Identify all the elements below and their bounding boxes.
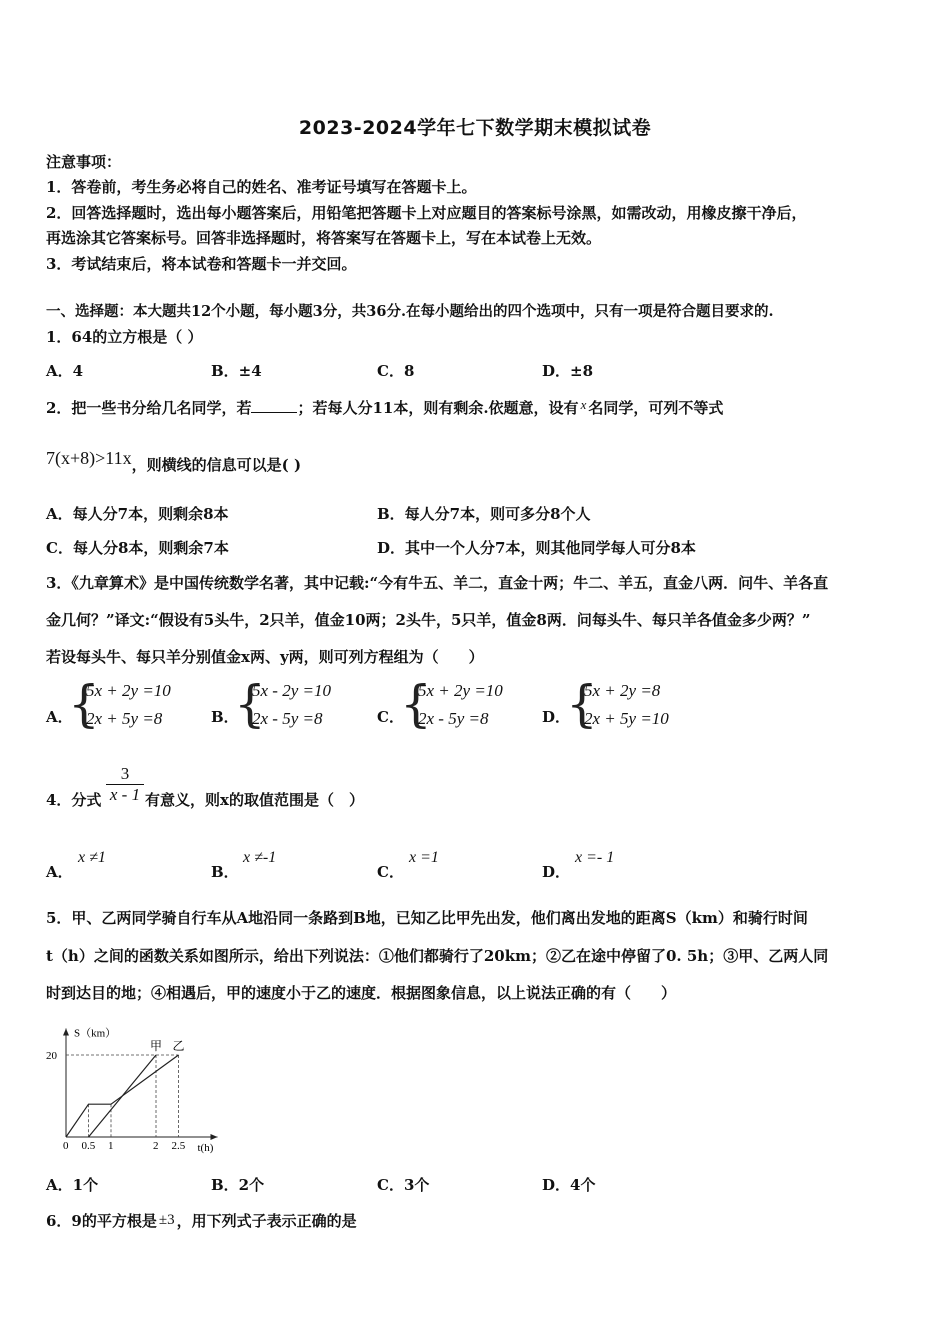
q2-inequality-line <box>46 448 301 475</box>
q3-label-c: C． <box>377 708 404 726</box>
q2-stem <box>46 395 723 418</box>
q4-stem-a: 4．分式 <box>46 791 102 809</box>
x-tick-label: 2 <box>153 1140 159 1152</box>
q6-stem <box>46 1210 357 1231</box>
q5-option-b: B．2个 <box>211 1176 265 1194</box>
q6-value: ±3 <box>158 1212 175 1228</box>
q4-option-a: x ≠1 <box>78 849 106 866</box>
q3-system-b <box>252 677 331 733</box>
q2-stem-part-c: 名同学，可列不等式 <box>588 399 724 417</box>
q3-system-d-eq1: 5x + 2y =8 <box>584 681 661 700</box>
q1-stem: 1．64的立方根是（ ） <box>46 328 203 346</box>
q3-system-c-eq1: 5x + 2y =10 <box>418 681 503 700</box>
q3-system-d <box>584 677 669 733</box>
q4-option-c: x =1 <box>409 849 439 866</box>
q4-denominator: x - 1 <box>106 784 144 805</box>
series-label-jia: 甲 <box>150 1039 163 1053</box>
q2-inequality: 7(x+8)>11x <box>46 448 132 468</box>
q5-option-d: D．4个 <box>542 1176 596 1194</box>
x-tick-label: 0.5 <box>81 1140 96 1152</box>
q2-stem-part-b: ；若每人分11本，则有剩余.依题意，设有 <box>297 399 579 417</box>
notice-item-2: 2．回答选择题时，选出每小题答案后，用铅笔把答题卡上对应题目的答案标号涂黑，如需改动，用橡皮擦干净后， <box>46 204 807 222</box>
q3-brace-c: { <box>400 675 432 733</box>
q2-option-b: B．每人分7本，则可多分8个人 <box>377 505 591 523</box>
q5-option-a: A．1个 <box>46 1176 99 1194</box>
q3-system-b-eq1: 5x - 2y =10 <box>252 681 331 700</box>
notice-item-2-cont: 再选涂其它答案标号。回答非选择题时，将答案写在答题卡上，写在本试卷上无效。 <box>46 229 602 247</box>
q3-stem-1: 3．《九章算术》是中国传统数学名著，其中记载:“今有牛五、羊二，直金十两；牛二、羊五，直金八两．问牛、羊各直 <box>46 574 829 592</box>
q5-stem-1: 5．甲、乙两同学骑自行车从A地沿同一条路到B地，已知乙比甲先出发，他们离出发地的距离S（km）和骑行时间 <box>46 909 808 927</box>
x-axis-arrow <box>211 1134 218 1140</box>
notice-item-1: 1．答卷前，考生务必将自己的姓名、准考证号填写在答题卡上。 <box>46 178 477 196</box>
q3-label-b: B． <box>211 708 239 726</box>
page-title: 2023-2024学年七下数学期末模拟试卷 <box>298 117 652 139</box>
q3-brace-b: { <box>234 675 266 733</box>
q3-system-c-eq2: 2x - 5y =8 <box>418 709 489 728</box>
q4-stem-b: 有意义，则x的取值范围是（ ） <box>145 791 364 809</box>
q4-numerator: 3 <box>120 764 130 783</box>
series-label-yi: 乙 <box>172 1039 185 1053</box>
x-axis-label: t(h) <box>197 1142 214 1154</box>
q4-label-d: D． <box>542 863 571 881</box>
q2-stem-part-a: 2．把一些书分给几名同学，若 <box>46 399 252 417</box>
q5-option-c: C．3个 <box>377 1176 430 1194</box>
q3-system-a <box>86 677 171 733</box>
q4-label-c: C． <box>377 863 404 881</box>
q4-label-a: A． <box>46 863 73 881</box>
q3-brace-a: { <box>68 675 100 733</box>
q3-stem-3: 若设每头牛、每只羊分别值金x两、y两，则可列方程组为（ ） <box>46 648 484 666</box>
q3-system-d-eq2: 2x + 5y =10 <box>584 709 669 728</box>
q2-variable: x <box>580 397 587 412</box>
q2-stem-part-d: ，则横线的信息可以是( ) <box>131 456 302 474</box>
q1-option-c: C．8 <box>377 362 415 380</box>
q6-stem-part-b: ，用下列式子表示正确的是 <box>176 1212 357 1230</box>
y-tick-label: 20 <box>46 1050 57 1062</box>
q3-label-a: A． <box>46 708 73 726</box>
x-tick-label: 1 <box>108 1140 114 1152</box>
q3-system-a-eq2: 2x + 5y =8 <box>86 709 163 728</box>
q1-option-d: D．±8 <box>542 362 594 380</box>
q3-brace-d: { <box>566 675 598 733</box>
notice-item-3: 3．考试结束后，将本试卷和答题卡一并交回。 <box>46 255 357 273</box>
q2-option-a: A．每人分7本，则剩余8本 <box>46 505 229 523</box>
q2-blank <box>251 398 297 413</box>
q1-option-b: B．±4 <box>211 362 262 380</box>
x-tick-label: 0 <box>63 1140 69 1152</box>
q3-label-d: D． <box>542 708 571 726</box>
q3-system-c <box>418 677 503 733</box>
q5-distance-time-chart <box>40 1012 240 1162</box>
q3-stem-2: 金几何？”译文:“假设有5头牛，2只羊，值金10两；2头牛，5只羊，值金8两．问每头牛、每只羊各值金多少两？” <box>46 611 811 629</box>
y-axis-label: S（km） <box>74 1027 117 1040</box>
q1-option-a: A．4 <box>46 362 84 380</box>
section-heading: 一、选择题：本大题共12个小题，每小题3分，共36分.在每小题给出的四个选项中，只有一项是符合题目要求的. <box>46 303 774 320</box>
q4-option-b: x ≠-1 <box>243 849 277 866</box>
q3-system-b-eq2: 2x - 5y =8 <box>252 709 323 728</box>
q4-label-b: B． <box>211 863 239 881</box>
y-axis-arrow <box>63 1029 69 1036</box>
q5-stem-2: t（h）之间的函数关系如图所示，给出下列说法：①他们都骑行了20km；②乙在途中停留了0. 5h；③甲、乙两人同 <box>46 947 829 965</box>
x-tick-label: 2.5 <box>171 1140 186 1152</box>
series-line-yi <box>66 1055 179 1137</box>
q3-system-a-eq1: 5x + 2y =10 <box>86 681 171 700</box>
q6-stem-part-a: 6．9的平方根是 <box>46 1212 157 1230</box>
q5-stem-3: 时到达目的地；④相遇后，甲的速度小于乙的速度．根据图象信息，以上说法正确的有（ ） <box>46 984 677 1002</box>
q4-option-d: x =- 1 <box>575 849 615 866</box>
q4-fraction <box>106 764 144 805</box>
q2-option-d: D．其中一个人分7本，则其他同学每人可分8本 <box>377 539 696 557</box>
q2-option-c: C．每人分8本，则剩余7本 <box>46 539 229 557</box>
notice-heading: 注意事项： <box>46 153 122 171</box>
